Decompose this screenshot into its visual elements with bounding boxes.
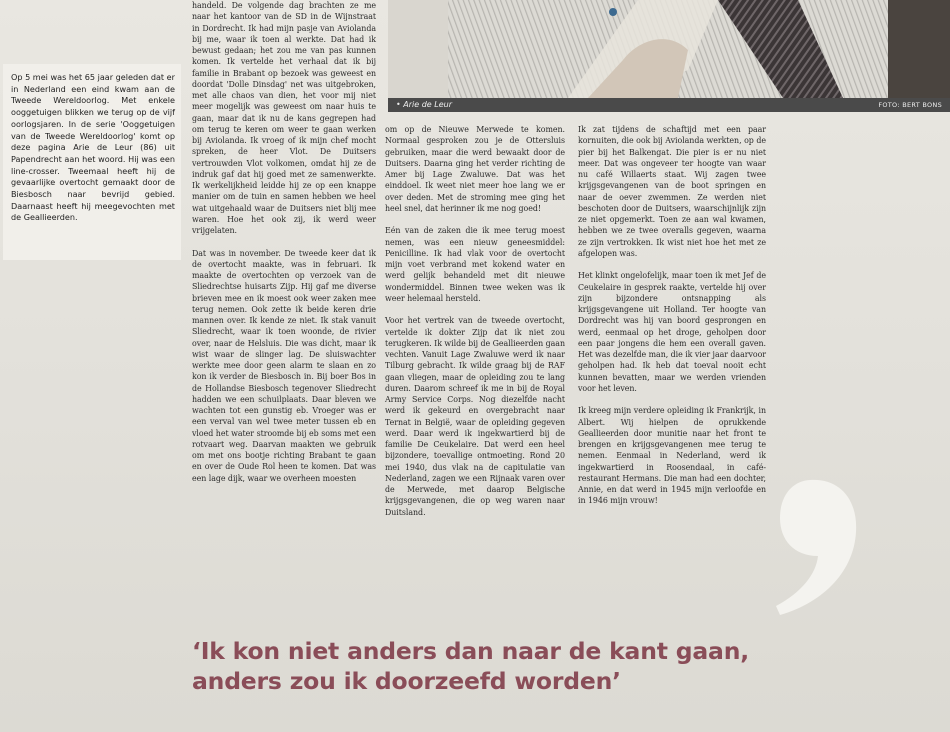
paragraph: Eén van de zaken die ik mee terug moest nemen, was een nieuw geneesmiddel: Penicilline. Ik had vlak voor de overtocht mijn voet verbrand met kokend water en werd gelijk behandeld met dit nieuwe wondermiddel. Binnen twee weken was ik weer helemaal hersteld. [385,226,565,303]
paragraph: Het klinkt ongelofelijk, maar toen ik met Jef de Ceukelaire in gesprek raakte, vertelde hij over zijn bijzondere ontsnapping als krijgsgevangene uit Holland. Ter hoogte van Dordrecht was hij van boord gesprongen en werd, eenmaal op het droge, geholpen door een paar jongens die hem een overall gaven. Het was dezelfde man, die ik vier jaar daarvoor geholpen had. Ik heb dat toeval nooit echt kunnen bevatten, maar we werden vrienden voor het leven. [578,271,766,393]
paragraph: Ik zat tijdens de schaftijd met een paar kornuiten, die ook bij Aviolanda werkten, op de pier bij het Balkengat. Die pier is er nu niet meer. Dat was ongeveer ter hoogte van waar nu café Willaerts staat. Wij zagen twee krijgsgevangenen van de boot springen en naar de oever zwemmen. Ze werden niet beschoten door de Duitsers, waarschijnlijk zijn ze niet opgemerkt. Toen ze aan wal kwamen, hebben we ze twee overalls gegeven, waarna ze zijn vertrokken. Ik wist niet hoe het met ze afgelopen was. [578,125,766,258]
pull-quote-line-1: ‘Ik kon niet anders dan naar de kant gaan, [192,637,749,665]
pull-quote [192,636,792,696]
decorative-comma-icon [770,470,860,620]
intro-box [3,64,181,260]
article-column-2 [385,124,565,518]
paragraph: Ik kreeg mijn verdere opleiding ik Frankrijk, in Albert. Wij hielpen de oprukkende Geallieerden door munitie naar het front te brengen en krijgsgevangenen mee terug te nemen. Eenmaal in Nederland, werd ik ingekwartierd in Roosendaal, in café-restaurant Hermans. Die man had een dochter, Annie, en dat werd in 1945 mijn verloofde en in 1946 mijn vrouw! [578,406,766,506]
photo-illustration [388,0,950,98]
paragraph: Dat was in november. De tweede keer dat ik de overtocht maakte, was in februari. Ik maakte de overtochten op verzoek van de Sliedrechtse huisarts Zijp. Hij gaf me diverse brieven mee en ik moest ook weer zaken mee terug nemen. Ook zette ik beide keren drie mannen over. Ik kende ze niet. Ik stak vanuit Sliedrecht, waar ik toen woonde, de rivier over, naar de Helsluis. Die was dicht, maar ik wist waar de slinger lag. De sluiswachter werkte mee door geen alarm te slaan en zo kon ik verder de Biesbosch in. Bij boer Bos in de Hollandse Biesbosch tegenover Sliedrecht hadden we een schuilplaats. Daar bleven we wachten tot een gunstig eb. Vroeger was er een verval van wel twee meter tussen eb en vloed het water stroomde bij eb soms met een rotvaart weg. Daarvan maakten we gebruik om met ons bootje richting Brabant te gaan en over de Oude Rol heen te komen. Dat was een lage dijk, waar we overheen moesten [192,248,376,483]
paragraph: Voor het vertrek van de tweede overtocht, vertelde ik dokter Zijp dat ik niet zou terugkeren. Ik wilde bij de Geallieerden gaan vechten. Vanuit Lage Zwaluwe werd ik naar Tilburg gebracht. Ik wilde graag bij de RAF gaan vliegen, maar de opleiding zou te lang duren. Daarom schreef ik me in bij de Royal Army Service Corps. Nog diezelfde nacht werd ik gekeurd en overgebracht naar Ternat in België, waar de opleiding gegeven werd. Daar werd ik ingekwartierd bij de familie De Ceukelaire. Dat werd een heel bijzondere, toevallige ontmoeting. Rond 20 mei 1940, dus vlak na de capitulatie van Nederland, zagen we een Rijnaak varen over de Merwede, met daarop Belgische krijgsgevangenen, die op weg waren naar Duitsland. [385,316,565,517]
photo-credit: FOTO: BERT BONS [878,101,942,109]
photo-caption-bar [388,98,950,112]
article-column-3 [578,124,766,507]
paragraph: handeld. De volgende dag brachten ze me naar het kantoor van de SD in de Wijnstraat in Dordrecht. Ik had mijn pasje van Aviolanda bij me, waar ik toen al werkte. Dat had ik bewust gedaan; het zou me van pas kunnen komen. Ik vertelde het verhaal dat ik bij familie in Brabant op bezoek was geweest en doordat 'Dolle Dinsdag' net was uitgebroken, met alle chaos van dien, het voor mij niet meer mogelijk was geweest om naar huis te gaan, maar dat ik nu de kans gegrepen had om terug te keren om weer te gaan werken bij Aviolanda. Ik vroeg of ik mijn chef mocht spreken, de heer Vlot. De Duitsers vertrouwden Vlot volkomen, omdat hij ze de indruk gaf dat hij goed met ze samenwerkte. Ik werkelijkheid leidde hij ze op een knappe manier om de tuin en samen hebben we heel wat uitgehaald waar de Duitsers niet blij mee waren. Hoe het ook zij, ik werd weer vrijgelaten. [192,1,376,235]
article-column-1 [192,0,376,484]
photo-caption: • Arie de Leur [396,100,452,109]
pull-quote-line-2: anders zou ik doorzeefd worden’ [192,667,621,695]
paragraph: om op de Nieuwe Merwede te komen. Normaal gesproken zou je de Ottersluis gebruiken, maar die werd bewaakt door de Duitsers. Daarna ging het verder richting de Amer bij Lage Zwaluwe. Dat was het einddoel. Ik weet niet meer hoe lang we er over deden. Met de stroming mee ging het heel snel, dat herinner ik me nog goed! [385,125,565,213]
article-photo [388,0,950,98]
intro-text: Op 5 mei was het 65 jaar geleden dat er in Nederland een eind kwam aan de Tweede Wereldoorlog. Met enkele ooggetuigen blikken we terug op de vijf oorlogsjaren. In de serie 'Ooggetuigen van de Tweede Wereldoorlog' komt op deze pagina Arie de Leur (86) uit Papendrecht aan het woord. Hij was een line-crosser. Tweemaal heeft hij de gevaarlijke overtocht gemaakt door de Biesbosch naar bevrijd gebied. Daarnaast heeft hij meegevochten met de Geallieerden. [11,72,175,223]
